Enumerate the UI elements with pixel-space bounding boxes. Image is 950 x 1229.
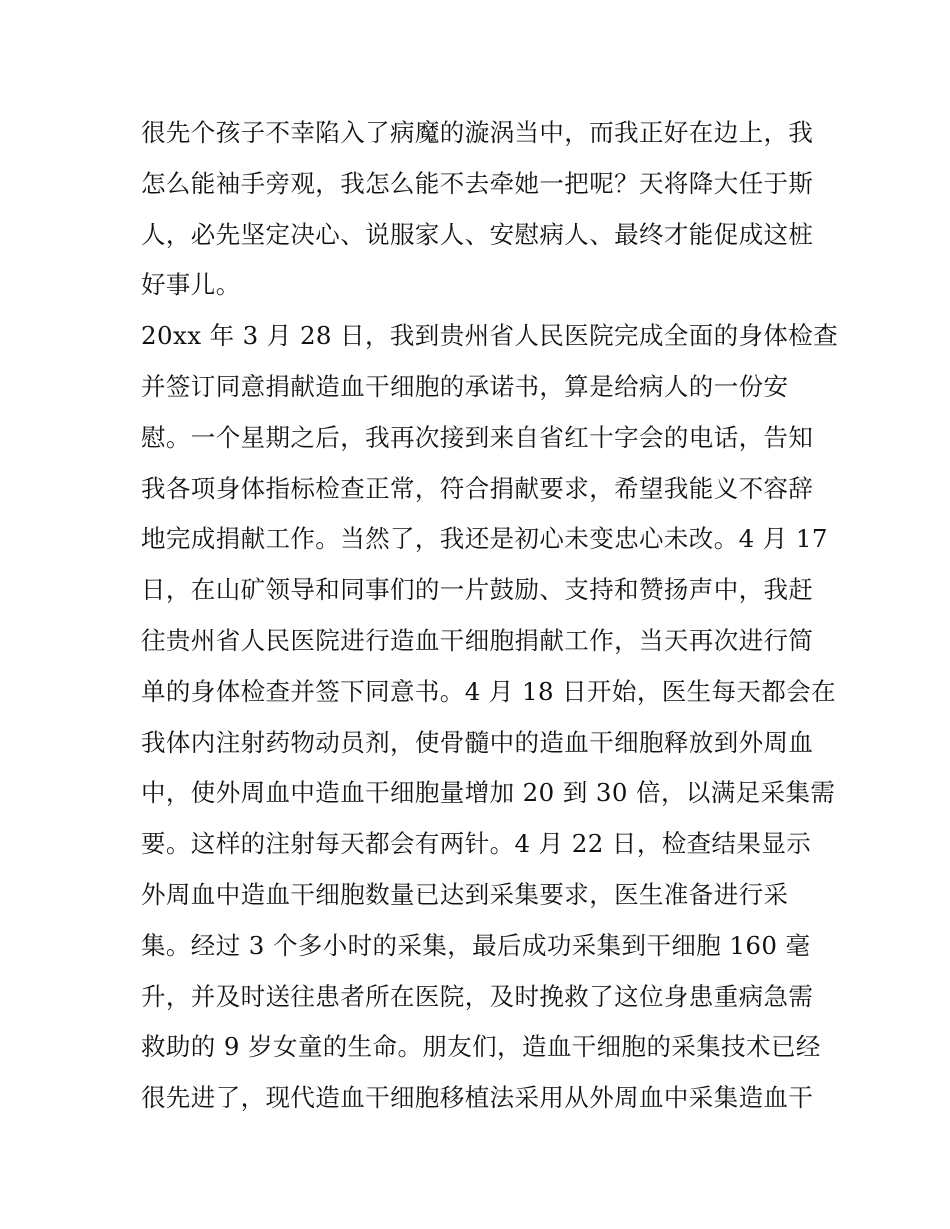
text-line-2: 怎么能袖手旁观，我怎么能不去牵她一把呢？天将降大任于斯 [141, 168, 814, 198]
text-line-20: 很先进了，现代造血干细胞移植法采用从外周血中采集造血干 [141, 1083, 814, 1113]
text-line-16: 外周血中造血干细胞数量已达到采集要求，医生准备进行采 [141, 879, 789, 909]
text-line-7: 慰。一个星期之后，我再次接到来自省红十字会的电话，告知 [141, 422, 814, 452]
body-text [141, 108, 839, 1124]
text-line-6: 并签订同意捐献造血干细胞的承诺书，算是给病人的一份安 [141, 371, 789, 401]
text-line-5: 20xx 年 3 月 28 日，我到贵州省人民医院完成全面的身体检查 [141, 321, 839, 351]
text-line-13: 我体内注射药物动员剂，使骨髓中的造血干细胞释放到外周血 [141, 727, 814, 757]
text-line-17: 集。经过 3 个多小时的采集，最后成功采集到干细胞 160 毫 [141, 930, 811, 960]
text-line-8: 我各项身体指标检查正常，符合捐献要求，希望我能义不容辞 [141, 473, 814, 503]
text-line-11: 往贵州省人民医院进行造血干细胞捐献工作，当天再次进行简 [141, 625, 814, 655]
text-line-15: 要。这样的注射每天都会有两针。4 月 22 日，检查结果显示 [141, 829, 812, 859]
text-line-9: 地完成捐献工作。当然了，我还是初心未变忠心未改。4 月 17 [141, 524, 828, 554]
text-line-19: 救助的 9 岁女童的生命。朋友们，造血干细胞的采集技术已经 [141, 1032, 821, 1062]
text-line-1: 很先个孩子不幸陷入了病魔的漩涡当中，而我正好在边上，我 [141, 118, 814, 147]
text-line-3: 人，必先坚定决心、说服家人、安慰病人、最终才能促成这桩 [141, 219, 814, 249]
text-line-4: 好事儿。 [141, 270, 241, 300]
text-line-10: 日，在山矿领导和同事们的一片鼓励、支持和赞扬声中，我赶 [141, 575, 814, 605]
text-line-18: 升，并及时送往患者所在医院，及时挽救了这位身患重病急需 [141, 981, 814, 1011]
text-line-14: 中，使外周血中造血干细胞量增加 20 到 30 倍，以满足采集需 [141, 778, 836, 808]
text-line-12: 单的身体检查并签下同意书。4 月 18 日开始，医生每天都会在 [141, 676, 837, 706]
